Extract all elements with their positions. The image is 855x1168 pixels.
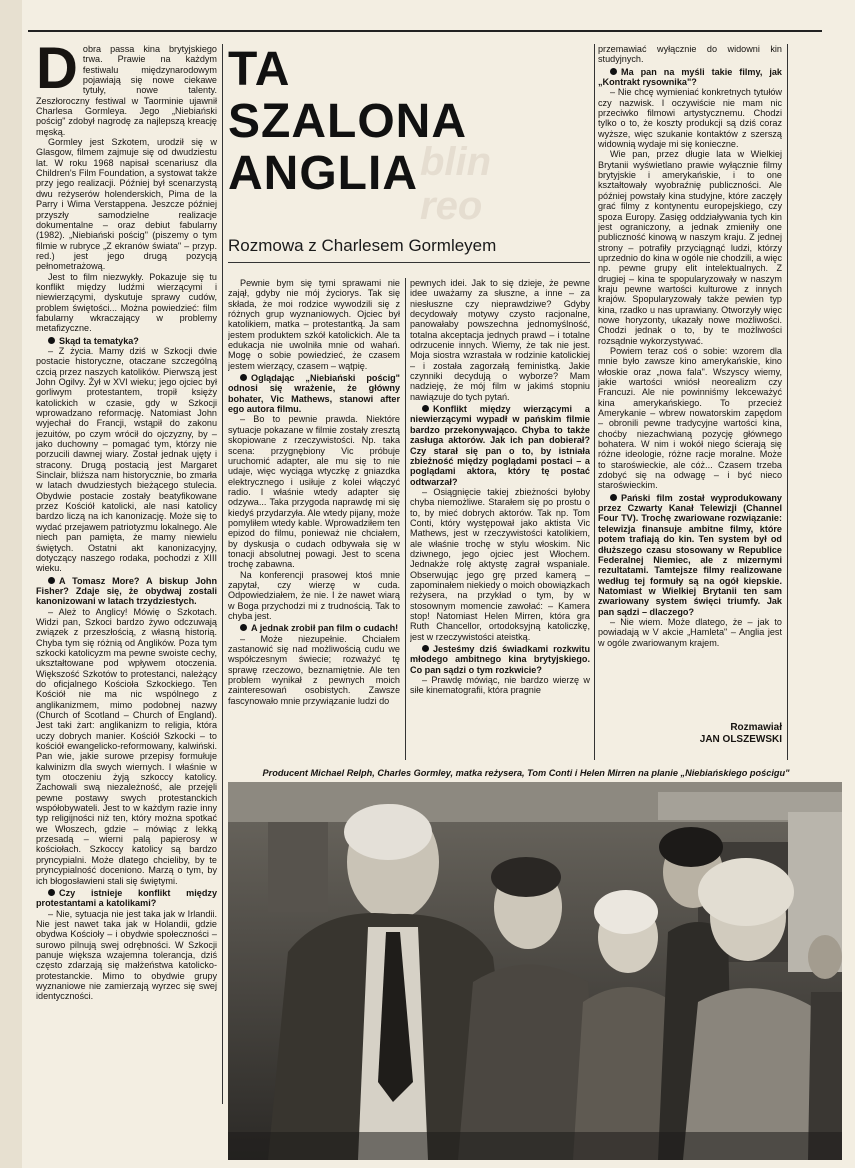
bullet-icon <box>610 68 617 75</box>
show-through-text: blin reo <box>420 140 492 228</box>
paragraph: Jest to film niezwykły. Pokazuje się tu konflikt między ludźmi wierzącymi i niewierzącymi, dyskutuje sprawy cudów, problem świętości... Można powiedzieć: film fabularny wkraczający w problemy metafizyczne. <box>36 271 217 334</box>
column-divider <box>787 44 788 760</box>
question: Konflikt między wierzącymi a niewierzącymi wypadł w pańskim filmie bardzo przekonywająco. Chyba to także zasługa aktorów. Jak ich pan dobierał? Czy starał się pan o to, by istniała zbieżność między poglądami postaci – a poglądami aktora, który tę postać odtwarzał? <box>410 404 590 487</box>
article-column-2 <box>228 278 400 778</box>
headline-line: SZALONA <box>228 95 467 148</box>
headline-line: TA <box>228 43 291 96</box>
headline-line: ANGLIA <box>228 147 418 200</box>
answer: Powiem teraz coś o sobie: wzorem dla mnie było zawsze kino amerykańskie, kino włoskie oraz „nowa fala". Wszyscy wiemy, jakie wartości wniósł neorealizm czy Francuzi. Ale nie powinniśmy lekceważyć kina amerykańskiego. To przecież Amerykanie – wbrew nowatorskim zapędom – obronili pewne tradycyjne wartości kina, choćby niezachwianą pozycję głównego bohatera. W nim i wokół niego ścierają się różne ideologie, różne racje moralne. Może to staroświeckie, ale cóż... Czasem trzeba zdobyć się na odwagę – i być nieco staroświeckim. <box>598 345 782 491</box>
question: Jesteśmy dziś świadkami rozkwitu młodego ambitnego kina brytyjskiego. Co pan sądzi o tym rozkwicie? <box>410 644 590 675</box>
bullet-icon <box>48 337 55 344</box>
cast-photo <box>228 782 842 1160</box>
answer: – Prawdę mówiąc, nie bardzo wierzę w siłe kinematografii, która pragnie <box>410 675 590 696</box>
byline-author: JAN OLSZEWSKI <box>699 734 782 745</box>
column-divider <box>222 44 223 1104</box>
answer: – Bo to pewnie prawda. Niektóre sytuacje pokazane w filmie zostały zresztą skopiowane z rzeczywistości. Np. taka scena: przygnębiony Vic próbuje uruchomić adapter, ale mu się to nie udaje, więc wyciąga wtyczkę z gniazdka elektrycznego i usiłuje z kolei włączyć radio. I właśnie wtedy adapter się odzywa... Taka przygoda naprawdę mi się kiedyś przydarzyła. Ale wtedy pijany, może pomyliłem wtedy kable. Wprowadziłem ten epizod do filmu, ponieważ nie chciałem, by dyskusja o cudach odbywała się w tonacji absolutnej powagi. Jest to scena trochę zabawna. <box>228 414 400 570</box>
bullet-icon <box>422 405 429 412</box>
cast-photo-image <box>228 782 842 1160</box>
answer: – Z życia. Mamy dziś w Szkocji dwie postacie historyczne, otaczane szczególną czcią przez naszych katolików. Pierwszą jest John Ogilvy. Żył w XVI wieku; jego ojciec był gorliwym protestantem, tropił księży katolickich w czasie, gdy w Szkocji wprowadzano reformację. Natomiast John wyjechał do Francji, wstąpił do zakonu jezuitów, po czym wrócił do ojczyzny, by – jako duchowny – pomagać tym, którzy nie porzucili dawnej wiary. Został jednak ujęty i stracony. Drugą postacią jest Margaret Sinclair, bliższa nam historycznie, bo zmarła w latach dwudziestych bieżącego stulecia. Obydwie postacie zostały beatyfikowane przez Kościół katolicki, ale nasi katolicy bardzo liczą na ich kanonizację. Może się to wydać przejawem patriotyzmu lokalnego. Ale niech pan pamięta, że mamy niewielu świętych. Ostatni akt kanonizacyjny, dotyczący naszego rodaka, pochodzi z XIII wieku. <box>36 345 217 574</box>
byline-label: Rozmawiał <box>730 722 782 733</box>
bullet-icon <box>610 494 617 501</box>
subtitle-rule <box>228 262 590 263</box>
headline <box>228 44 588 200</box>
subtitle: Rozmowa z Charlesem Gormleyem <box>228 236 497 255</box>
article-column-4 <box>598 44 782 744</box>
lead-paragraph: obra passa kina brytyjskiego trwa. Prawie na każdym festiwalu międzynarodowym pojawiają się nowe ciekawe tytuły, nowe talenty. Zeszłoroczny festiwal w Taorminie ujawnił Charlesa Gormleya. Jego „Niebiański pościg" zdobył nagrodę za najlepszą kreację męską. <box>36 44 217 137</box>
paragraph: Gormley jest Szkotem, urodził się w Glasgow, filmem zajmuje się od dwudziestu lat. W roku 1968 napisał scenariusz dla Children's Film Foundation, a systowat także przy jego realizacji. Później był scenarzystą dwu reżyserów holenderskich, Pima de la Parry i Wima Verstappena. Jeszcze później przyszły samodzielne realizacje dokumentalne – oraz debiut fabularny (1982). „Niebiański pościg" (piszemy o tym filmie w rubryce „Z ekranów świata" – przyp. red.) jest jego drugą pozycją pełnometrażową. <box>36 137 217 272</box>
question: Skąd ta tematyka? <box>36 336 217 346</box>
article-column-1 <box>36 44 217 1104</box>
answer: Na konferencji prasowej ktoś mnie zapytał, czy wierzę w cuda. Odpowiedziałem, że nie. I że nawet wiarą w Boga przychodzi mi z trudnością. Tak to chyba jest. <box>228 569 400 621</box>
article-column-3 <box>410 278 590 778</box>
bullet-icon <box>48 577 55 584</box>
question: Czy istnieje konflikt między protestantami a katolikami? <box>36 887 217 909</box>
question: Oglądając „Niebiański pościg" odnosi się wrażenie, że główny bohater, Vic Mathews, stanowi after ego autora filmu. <box>228 373 400 415</box>
photo-caption: Producent Michael Relph, Charles Gormley, matka reżysera, Tom Conti i Helen Mirren na planie „Niebiańskiego pościgu" <box>262 768 790 778</box>
answer: – Osiągnięcie takiej zbieżności byłoby chyba niemożliwe. Starałem się po prostu o to, by mieć dobrych aktorów. Tak np. Tom Conti, który występował jako aktista Vic Mathews, jest w rzeczywistości katolikiem, ale właśnie trochę w stylu włoskim. Nic dziwnego, jego ojciec jest Włochem. Jednakże rolę aktystę zagrał wspaniale. Obserwując jego grę przed kamerą – zapominałem niekiedy o moich obowiązkach reżysera, na przykład o tym, by w stosownym momencie zawołać: – Kamera stop! Natomiast Helen Mirren, która gra Ruth Chancellor, ortodoksyjną katoliczkę, jest w rzeczywistości ateistką. <box>410 486 590 642</box>
bullet-icon <box>240 374 247 381</box>
answer: – Nie, sytuacja nie jest taka jak w Irlandii. Nie jest nawet taka jak w Holandii, gdzie obydwa Kościoły – i obydwie społeczności – surowo pilnują swej odrębności. W Szkocji panuje większa wzajemna tolerancja, dziś często zdarzają się małżeństwa katolicko-protestanckie. Mimo to obydwie grupy wyznaniowe nie zamierzają wyrzec się swej identyczności. <box>36 908 217 1002</box>
answer: Wie pan, przez długie lata w Wielkiej Brytanii wyświetlano prawie wyłącznie filmy brytyjskie i amerykańskie, i to one kształtowały wyobraźnię publiczności. Ale później powstały kina studyjne, które zaczęły grać filmy z kontynentu europejskiego, czy spoza Europy. Zasięg oddziaływania tych kin jest ograniczony, a jednak zmieniły one publiczność kinową w naszym kraju. Z jednej strony – potrafiły przyciągnąć ludzi, którzy uprzednio do kina w ogóle nie chodzili, a więc np. pewne grupy elit intelektualnych. Z drugiej – kina te spopularyzowały w naszym kraju pewne wartości kulturowe z innych krajów. Spopularyzowały także pewien typ kina, rzadko u nas uprawiany. Otworzyły więc nowe horyzonty, ukazały nowe możliwości. Chodzi jednak o to, by te możliwości rozsądnie wykorzystywać. <box>598 149 782 346</box>
bullet-icon <box>48 889 55 896</box>
byline <box>598 722 782 746</box>
question: A jednak zrobił pan film o cudach! <box>228 623 400 633</box>
page-edge <box>0 0 22 1168</box>
answer: przemawiać wyłącznie do widowni kin studyjnych. <box>598 44 782 65</box>
answer: Pewnie bym się tymi sprawami nie zajął, gdyby nie mój życiorys. Tak się składa, że moi rodzice wywodzili się z różnych grup wyznaniowych. Ojciec był katolikiem, matka – protestantką. Ja sam jestem produktem szkół katolickich. Ale ta edukacja nie uwolniła mnie od wahań. Mogę o sobie powiedzieć, że czasem jestem wierzący, czasem – wątpię. <box>228 278 400 371</box>
question: Ma pan na myśli takie filmy, jak „Kontrakt rysownika"? <box>598 66 782 88</box>
column-divider <box>594 44 595 760</box>
bullet-icon <box>422 645 429 652</box>
answer: pewnych idei. Jak to się dzieje, że pewne idee uważamy za słuszne, a inne – za niesłuszne czy nieprawdziwe? Gdyby decydowały motywy czysto racjonalne, panowałaby powszechna jednomyślność, totalna akceptacja jednych prawd – i totalne odrzucenie innych. Wiemy, że tak nie jest. Moja siostra wzrastała w rodzinie katolickiej – i została zagorzałą feministką. Jakie czynniki decydują o wyborze? Mam nadzieję, że mój film w jakimś stopniu nawiązuje do tych pytań. <box>410 278 590 402</box>
column-divider <box>405 278 406 760</box>
answer: – Nie chcę wymieniać konkretnych tytułów czy nazwisk. I oczywiście nie mam nic przeciwko filmowi artystycznemu. Chodzi tylko o to, że koszty produkcji są dziś coraz wyższe, więc szukanie kontaktów z szerszą widownią wydaje mi się konieczne. <box>598 87 782 150</box>
question: Pański film został wyprodukowany przez Czwarty Kanał Telewizji (Channel Four TV). Trochę zwariowane rozwiązanie: telewizja finansuje ambitne filmy, które potem trafiają do kin. Ten system był od dłuższego czasu stosowany w Republice Federalnej Niemiec, ale z mizernymi rezultatami. Tamtejsze filmy realizowane według tej formuły są na ogół kiepskie. Natomiast w Wielkiej Brytanii ten sam zwariowany system święci triumfy. Jak pan sądzi – dlaczego? <box>598 492 782 617</box>
drop-cap: D <box>36 44 78 101</box>
answer: – Nie wiem. Może dlatego, że – jak to powiadają w V akcie „Hamleta" – Anglia jest w ogóle zwariowanym krajem. <box>598 616 782 648</box>
question: A Tomasz More? A biskup John Fisher? Zdaje się, że obydwaj zostali kanonizowani w latach trzydziestych. <box>36 575 217 607</box>
top-rule <box>28 30 822 32</box>
answer: – Może niezupełnie. Chciałem zastanowić się nad możliwością cudu we współczesnym świecie; rozważyć tę sprawę rzeczowo, beznamiętnie. Ale ten problem wynikał z pewnych moich zainteresowań osobistych. Zawsze fascynowało mnie przywiązanie ludzi do <box>228 633 400 706</box>
answer: – Ależ to Anglicy! Mówię o Szkotach. Widzi pan, Szkoci bardzo żywo odczuwają związek z przeszłością, z własną historią. Chyba tym się różnią od Anglików. Poza tym szkocki katolicyzm ma pewne swoiste cechy, ukształtowane pod wpływem otoczenia. Większość Szkotów to protestanci, należący do oficjalnego Kościoła Szkockiego. Ten Kościół nie ma nic wspólnego z anglikanizmem, mimo podobnej nazwy (Church of Scotland – Church of England). Jest taki żart: anglikanizm to religia, która uczy dobrych manier. Kościół Szkocki – to kościół ewangelicko-reformowany, kalwiński. Pan wie, jakie surowe przepisy formułuje kalwinizm dla swych wiernych. I właśnie w tym otoczeniu żyją szkoccy katolicy. Zachowali swą niezależność, ale przejęli pewne postawy swych protestanckich współobywateli. Jest to w każdym razie inny typ religijności niż ten, który można spotkać we Włoszech, gdzie – mówiąc z lekką przesadą – wierni palą papierosy w kościołach. Szkoccy katolicy są bardzo pryncypialni. Może dlatego chcieliby, by te pryncypialność doceniono. Marzą o tym, by ich błogosławieni stali się świętymi. <box>36 606 217 886</box>
bullet-icon <box>240 624 247 631</box>
